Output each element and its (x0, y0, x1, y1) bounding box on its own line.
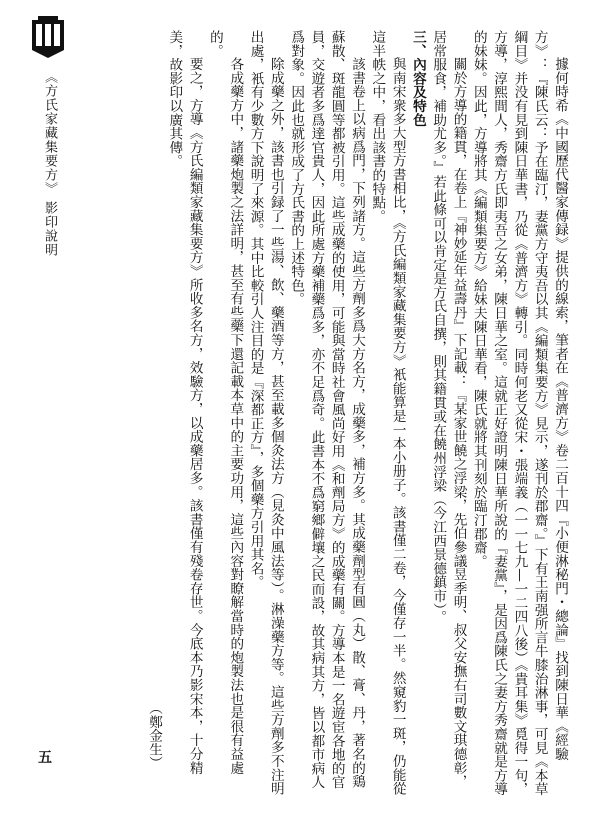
book-seal-icon (30, 16, 66, 60)
paragraph-5: 除成藥之外，該書也引録了一些湯、飲、藥酒等方，甚至載多個灸法方（見灸中風法等）。淋澡藥方等。這些方劑多不注明出處，衹有少數方下說明了來源。其中比較引人注目的是『深都正方』，多個藥方引用其名。 (247, 30, 284, 796)
section-heading: 三、內容及特色 (409, 30, 426, 127)
paragraph-7: 要之，方導《方氏編類家藏集要方》所收多名方，效驗方，以成藥居多。該書僅有殘卷存世。今底本乃影宋本，十分精美，故影印以廣其傳。 (166, 30, 203, 775)
paragraph-2: 關於方導的籍貫，在卷上『神妙延年益壽丹』下記載：『某家世饒之浮梁，先伯參議昱季明、叔父安撫右司數文琪德彰，居常服食，補助尤多。』若此條可以肯定是方氏自撰，則其籍貫或在饒州浮梁（今江西景德鎮市）。 (430, 30, 467, 789)
paragraph-1: 據何時希《中國歷代醫家傳録》提供的線索，筆者在《普濟方》卷二百十四『小便淋秘門・總論』找到陳日華《經驗方》：『陳氏云：予在臨汀，妻黨方守夷吾以其《編類集要方》見示，遂刊於郡齋。』下有王南强所言牛膝治淋事，可見《本草綱目》并没有見到陳日華書，乃從《普濟方》轉引。同時何老又從宋・張端義（一一七九—一二四八後）《貴耳集》覓得一句，方導，淳熙間人，秀齋方氏即夷吾之女弟，陳日華之室。這就正好證明陳日華所說的『妻黨』，是因爲陳氏之妻方秀齋就是方導的妹妹。因此，方導將其《編類集要方》給妹夫陳日華看，陳氏就將其刊刻於臨汀郡齋。 (470, 30, 568, 796)
author-signature: （鄭金生） (146, 701, 163, 770)
page-number: 五 (38, 750, 52, 766)
paragraph-6: 各成藥方中，諸藥炮製之法詳明，甚至有些藥下還記載本草中的主要功用，這些內容對瞭解當時的炮製法也是很有益處的。 (206, 30, 244, 775)
body-text (146, 30, 570, 800)
paragraph-4: 該書卷上以病爲門，下列諸方。這些方劑多爲大方名方，成藥多，補方多。其成藥劑型有圓（丸）散、膏、丹，著名的鶏蘇散、斑龍圓等都被引用。這些成藥的使用，可能與當時社會風尚好用《和劑局方》的成藥有關。方導本是一名遊宦各地的官員，交遊者多爲達官貴人，因此所處方藥補藥爲多，亦不足爲奇。此書本不爲窮鄉僻壤之民而設，故其病其方，皆以都市病人爲對象。因此也就形成了方氏書的上述特色。 (288, 30, 366, 789)
paragraph-3: 與南宋衆多大型方書相比，《方氏編類家藏集要方》衹能算是一本小册子。該書僅二卷，今僅存一半。然窺豹一斑，仍能從這半帙之中，看出該書的特點。 (369, 30, 406, 796)
side-title: 《方氏家藏集要方》 影印說明 (42, 70, 57, 258)
